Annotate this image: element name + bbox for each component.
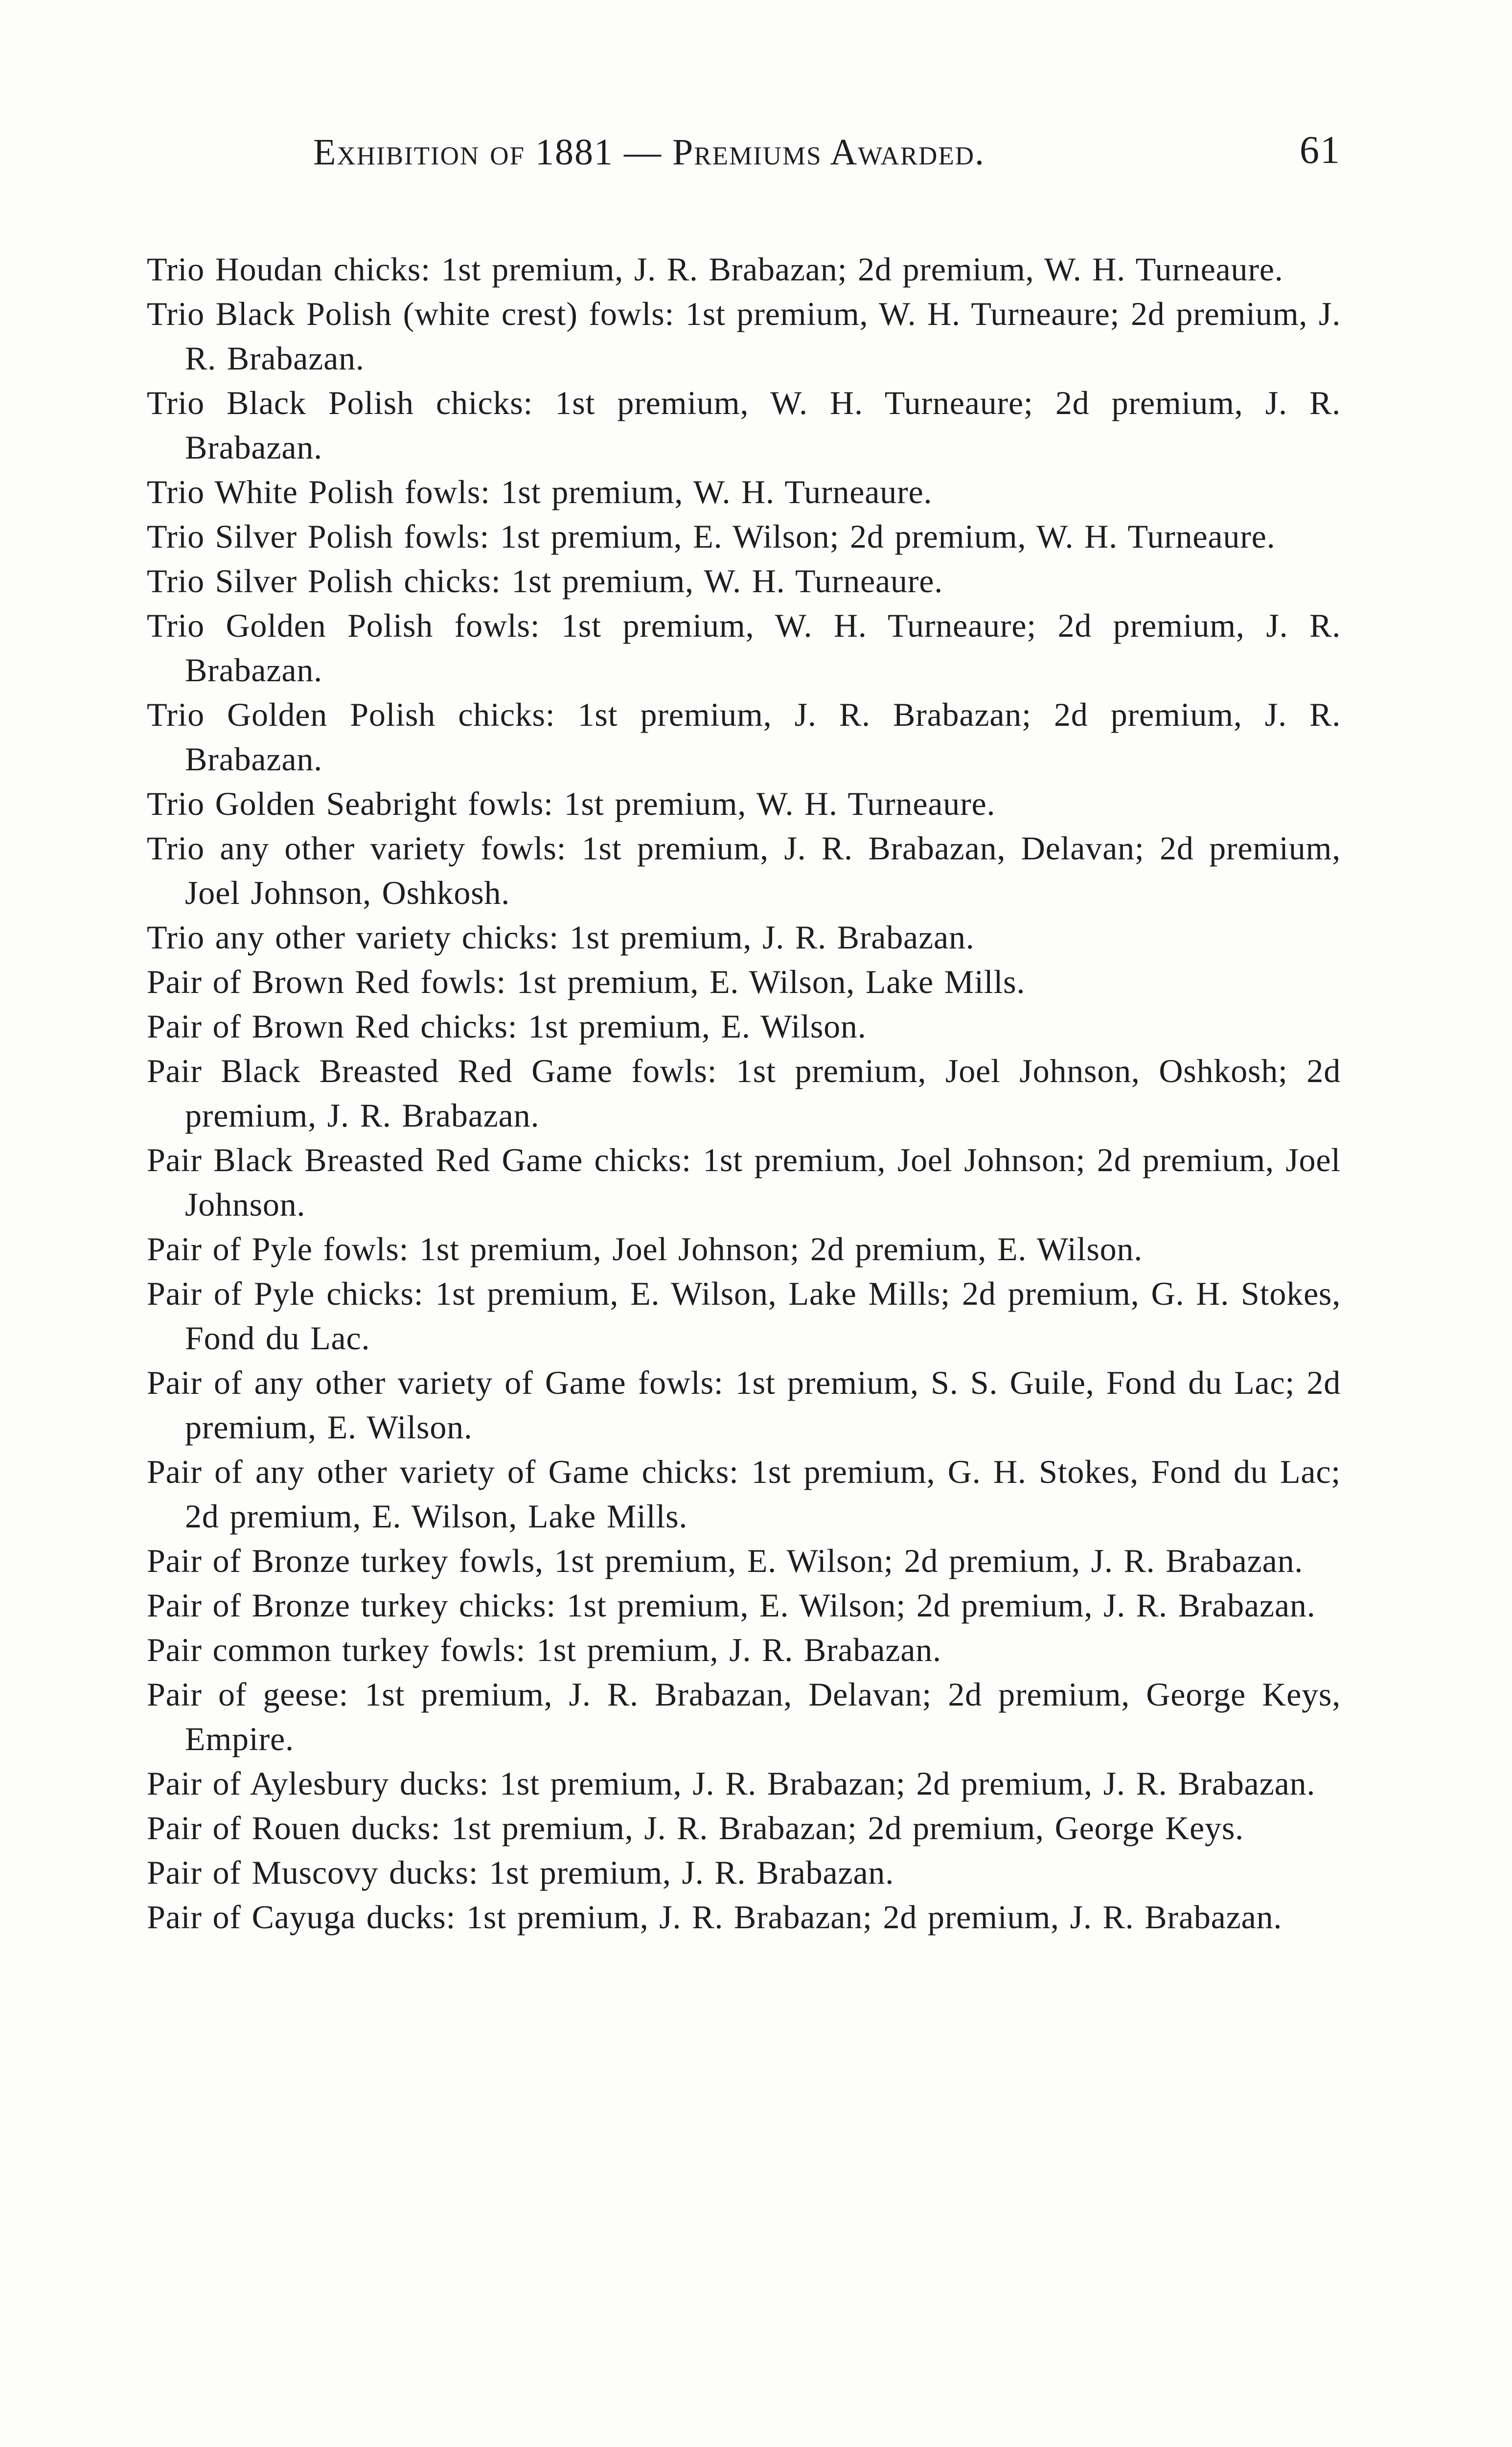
premium-entry: Trio Black Polish chicks: 1st premium, W. H. Turneaure; 2d premium, J. R. Brabazan. [147,384,1341,466]
premium-entry: Pair of Cayuga ducks: 1st premium, J. R. Brabazan; 2d premium, J. R. Brabazan. [147,1898,1283,1936]
premium-entry: Pair of Bronze turkey chicks: 1st premium, E. Wilson; 2d premium, J. R. Brabazan. [147,1587,1316,1624]
premium-entry: Trio Golden Seabright fowls: 1st premium, W. H. Turneaure. [147,785,996,822]
premium-entry: Pair of Bronze turkey fowls, 1st premium, E. Wilson; 2d premium, J. R. Brabazan. [147,1542,1304,1579]
premium-entry: Pair of geese: 1st premium, J. R. Brabazan, Delavan; 2d premium, George Keys, Empire. [147,1676,1341,1757]
premium-list [147,247,1341,1939]
premium-entry: Pair of Brown Red fowls: 1st premium, E. Wilson, Lake Mills. [147,963,1026,1000]
premium-entry: Pair of Brown Red chicks: 1st premium, E. Wilson. [147,1008,867,1045]
premium-entry: Pair of Aylesbury ducks: 1st premium, J. R. Brabazan; 2d premium, J. R. Brabazan. [147,1765,1316,1802]
premium-entry: Trio any other variety chicks: 1st premium, J. R. Brabazan. [147,919,975,956]
premium-entry: Pair of Muscovy ducks: 1st premium, J. R. Brabazan. [147,1854,894,1891]
premium-entry: Trio Silver Polish fowls: 1st premium, E. Wilson; 2d premium, W. H. Turneaure. [147,518,1276,555]
premium-entry: Pair Black Breasted Red Game fowls: 1st premium, Joel Johnson, Oshkosh; 2d premium, J. R. Brabazan. [147,1052,1341,1134]
premium-entry: Trio White Polish fowls: 1st premium, W. H. Turneaure. [147,473,933,510]
premium-entry: Trio any other variety fowls: 1st premium, J. R. Brabazan, Delavan; 2d premium, Joel Johnson, Oshkosh. [147,830,1341,911]
premium-entry: Pair of Rouen ducks: 1st premium, J. R. Brabazan; 2d premium, George Keys. [147,1809,1244,1847]
premium-entry: Pair of any other variety of Game chicks: 1st premium, G. H. Stokes, Fond du Lac; 2d premium, E. Wilson, Lake Mills. [147,1453,1341,1535]
premium-entry: Trio Golden Polish chicks: 1st premium, J. R. Brabazan; 2d premium, J. R. Brabazan. [147,696,1341,778]
premium-entry: Trio Silver Polish chicks: 1st premium, W. H. Turneaure. [147,562,943,600]
running-title: Exhibition of 1881 — Premiums Awarded. [313,132,985,173]
premium-entry: Pair of any other variety of Game fowls: 1st premium, S. S. Guile, Fond du Lac; 2d premium, E. Wilson. [147,1364,1341,1446]
premium-entry: Trio Golden Polish fowls: 1st premium, W. H. Turneaure; 2d premium, J. R. Brabazan. [147,607,1341,689]
page-number: 61 [1300,129,1341,172]
premium-entry: Pair of Pyle chicks: 1st premium, E. Wilson, Lake Mills; 2d premium, G. H. Stokes, Fond du Lac. [147,1275,1341,1357]
premium-entry: Trio Houdan chicks: 1st premium, J. R. Brabazan; 2d premium, W. H. Turneaure. [147,251,1283,288]
premium-entry: Trio Black Polish (white crest) fowls: 1st premium, W. H. Turneaure; 2d premium, J. R. Brabazan. [147,295,1341,377]
premium-entry: Pair common turkey fowls: 1st premium, J. R. Brabazan. [147,1631,941,1668]
premium-entry: Pair of Pyle fowls: 1st premium, Joel Johnson; 2d premium, E. Wilson. [147,1230,1143,1268]
running-head [313,131,1341,185]
premium-entry: Pair Black Breasted Red Game chicks: 1st premium, Joel Johnson; 2d premium, Joel Johnson. [147,1141,1341,1223]
